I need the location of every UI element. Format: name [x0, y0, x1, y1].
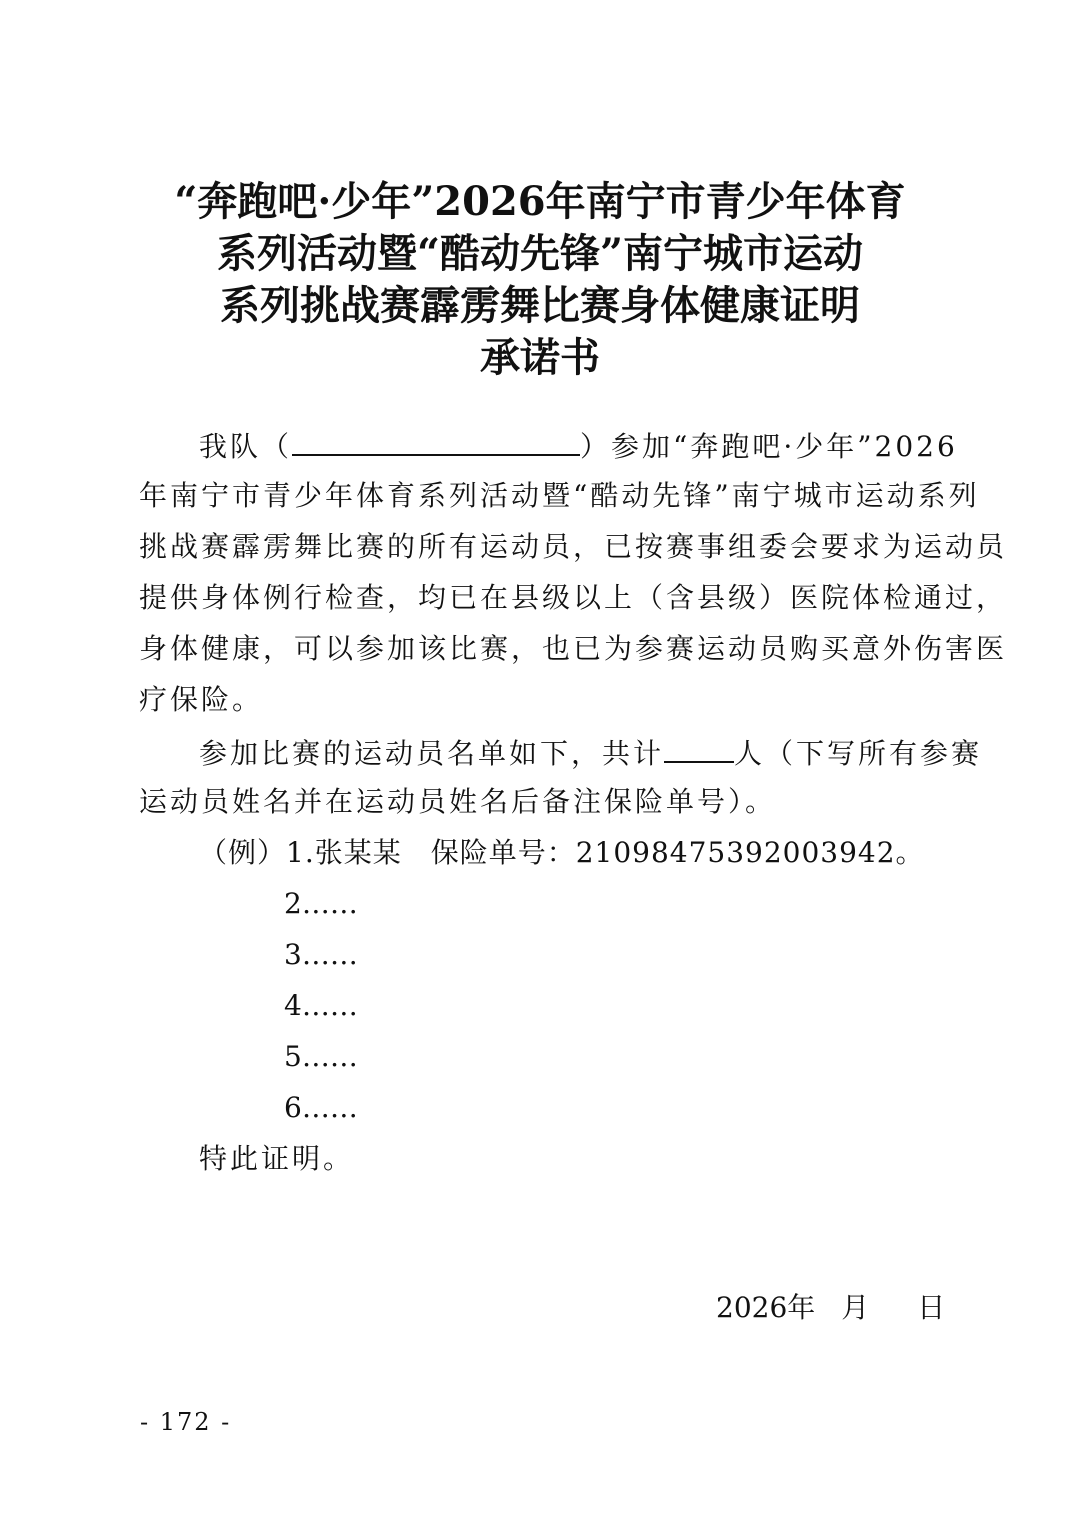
date-month: 月: [841, 1291, 870, 1324]
para1-line-4: 提供身体例行检查，均已在县级以上（含县级）医院体检通过，: [139, 581, 1008, 614]
para1-line-1: [199, 424, 958, 467]
date-year: 2026年: [716, 1291, 816, 1324]
date-line: [716, 1288, 945, 1328]
title-line-3: 系列挑战赛霹雳舞比赛身体健康证明: [220, 282, 860, 329]
title-line-2: 系列活动暨“酷动先锋”南宁城市运动: [216, 230, 863, 277]
para2-lead: 参加比赛的运动员名单如下，共计: [199, 737, 665, 770]
para2-line-2: 运动员姓名并在运动员姓名后备注保险单号）。: [139, 785, 777, 818]
para1-line-5: 身体健康，可以参加该比赛，也已为参赛运动员购买意外伤害医: [139, 632, 1008, 665]
example-line: （例）1.张某某 保险单号：21098475392003942。: [199, 836, 925, 869]
date-day: 日: [917, 1291, 946, 1324]
list-item: 5……: [284, 1040, 358, 1073]
list-item: 4……: [284, 989, 358, 1022]
team-name-blank[interactable]: [292, 424, 580, 456]
athlete-count-blank[interactable]: [664, 731, 734, 763]
title-line-1: “奔跑吧·少年”2026年南宁市青少年体育: [174, 178, 906, 225]
list-item: 3……: [284, 938, 358, 971]
list-item: 2……: [284, 887, 358, 920]
closing-text: 特此证明。: [199, 1142, 355, 1175]
para1-after-blank: ）参加“奔跑吧·少年”2026: [580, 430, 958, 463]
page-number: - 172 -: [140, 1408, 232, 1436]
para1-line-6: 疗保险。: [139, 683, 264, 716]
para1-lead: 我队（: [199, 430, 293, 463]
para2-line-1: [199, 731, 983, 774]
para1-line-2: 年南宁市青少年体育系列活动暨“酷动先锋”南宁城市运动系列: [139, 479, 980, 512]
list-item: 6……: [284, 1091, 358, 1124]
para2-after-blank: 人（下写所有参赛: [734, 737, 983, 770]
para1-line-3: 挑战赛霹雳舞比赛的所有运动员，已按赛事组委会要求为运动员: [139, 530, 1008, 563]
title-line-4: 承诺书: [480, 334, 600, 381]
